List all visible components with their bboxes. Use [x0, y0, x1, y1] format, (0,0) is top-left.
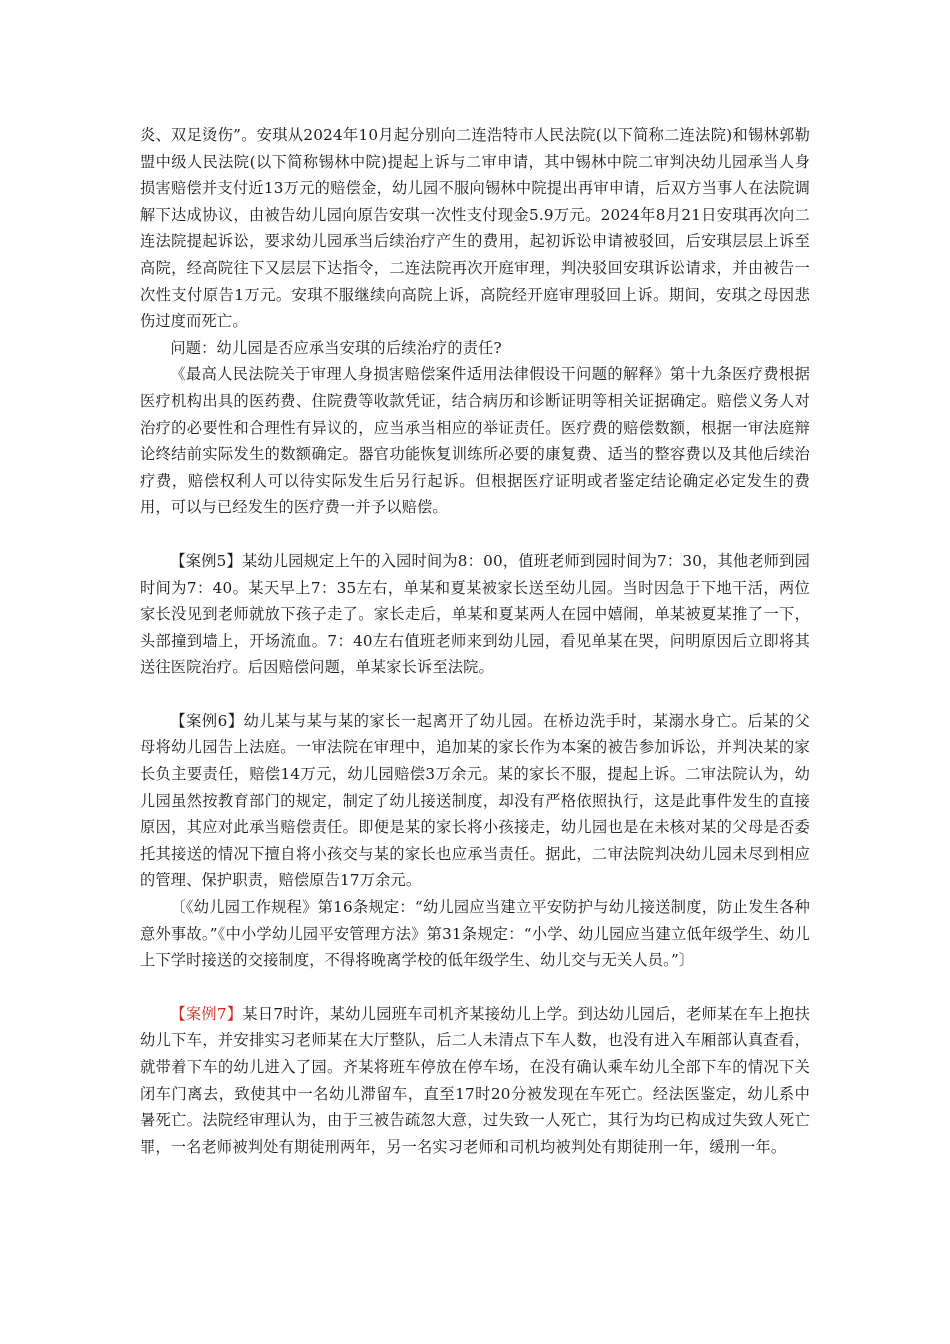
paragraph-question: 问题：幼儿园是否应承当安琪的后续治疗的责任? [170, 338, 502, 357]
paragraph-case4-continuation: 炎、双足烫伤”。安琪从2024年10月起分别向二连浩特市人民法院(以下简称二连法院)和锡林郭勒盟中级人民法院(以下简称锡林中院)提起上诉与二审申请，其中锡林中院二审判决幼儿园承当人身损害赔偿并支付近13万元的赔偿金，幼儿园不服向锡林中院提出再审申请，后双方当事人在法院调解下达成协议，由被告幼儿园向原告安琪一次性支付现金5.9万元。2024年8月21日安琪再次向二连法院提起诉讼，要求幼儿园承当后续治疗产生的费用，起初诉讼申请被驳回，后安琪层层上诉至高院，经高院往下又层层下达指令，二连法院再次开庭审理，判决驳回安琪诉讼请求，并由被告一次性支付原告1万元。安琪不服继续向高院上诉，高院经开庭审理驳回上诉。期间，安琪之母因悲伤过度而死亡。 [140, 126, 810, 331]
document-page [140, 122, 810, 1160]
case6-text: 幼儿某与某与某的家长一起离开了幼儿园。在桥边洗手时，某溺水身亡。后某的父母将幼儿园告上法庭。一审法院在审理中，追加某的家长作为本案的被告参加诉讼，并判决某的家长负主要责任，赔偿14万元，幼儿园赔偿3万余元。某的家长不服，提起上诉。二审法院认为，幼儿园虽然按教育部门的规定，制定了幼儿接送制度，却没有严格依照执行，这是此事件发生的直接原因，其应对此承当赔偿责任。即便是某的家长将小孩接走，幼儿园也是在未核对某的父母是否委托其接送的情况下擅自将小孩交与某的家长也应承当责任。据此，二审法院判决幼儿园未尽到相应的管理、保护职责，赔偿原告17万余元。 [140, 711, 810, 890]
case7-tag: 【案例7】 [170, 1004, 243, 1023]
paragraph-case5 [140, 548, 810, 681]
paragraph-case6-note: 〔《幼儿园工作规程》第16条规定：“幼儿园应当建立平安防护与幼儿接送制度，防止发生各种意外事故。”《中小学幼儿园平安管理方法》第31条规定：“小学、幼儿园应当建立低年级学生、幼儿上下学时接送的交接制度，不得将晚离学校的低年级学生、幼儿交与无关人员。”〕 [140, 898, 810, 970]
case7-text: 某日7时许，某幼儿园班车司机齐某接幼儿上学。到达幼儿园后，老师某在车上抱扶幼儿下车，并安排实习老师某在大厅整队，后二人未清点下车人数，也没有进入车厢部认真查看，就带着下车的幼儿进入了园。齐某将班车停放在停车场，在没有确认乘车幼儿全部下车的情况下关闭车门离去，致使其中一名幼儿滞留车，直至17时20分被发现在车死亡。经法医鉴定，幼儿系中暑死亡。法院经审理认为，由于三被告疏忽大意，过失致一人死亡，其行为均已构成过失致人死亡罪，一名老师被判处有期徒刑两年，另一名实习老师和司机均被判处有期徒刑一年，缓刑一年。 [140, 1004, 810, 1156]
case5-text: 某幼儿园规定上午的入园时间为8：00，值班老师到园时间为7：30，其他老师到园时间为7：40。某天早上7：35左右，单某和夏某被家长送至幼儿园。当时因急于下地干活，两位家长没见到老师就放下孩子走了。家长走后，单某和夏某两人在园中嬉闹，单某被夏某推了一下，头部撞到墙上，开场流血。7：40左右值班老师来到幼儿园，看见单某在哭，问明原因后立即将其送往医院治疗。后因赔偿问题，单某家长诉至法院。 [140, 551, 810, 677]
paragraph-case7 [140, 1001, 810, 1161]
paragraph-case6 [140, 708, 810, 894]
case5-tag: 【案例5】 [170, 551, 242, 570]
case6-tag: 【案例6】 [170, 711, 244, 730]
paragraph-legal-interpretation: 《最高人民法院关于审理人身损害赔偿案件适用法律假设干问题的解释》第十九条医疗费根据医疗机构出具的医药费、住院费等收款凭证，结合病历和诊断证明等相关证据确定。赔偿义务人对治疗的必要性和合理性有异议的，应当承当相应的举证责任。医疗费的赔偿数额，根据一审法庭辩论终结前实际发生的数额确定。器官功能恢复训练所必要的康复费、适当的整容费以及其他后续治疗费，赔偿权利人可以待实际发生后另行起诉。但根据医疗证明或者鉴定结论确定必定发生的费用，可以与已经发生的医疗费一并予以赔偿。 [140, 365, 810, 517]
